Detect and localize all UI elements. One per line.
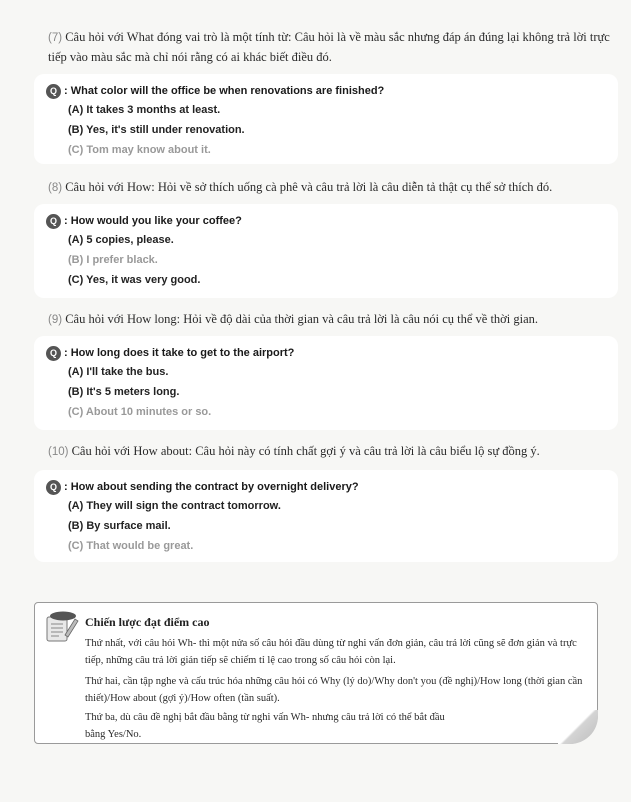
question-box-9 [34, 336, 618, 430]
section-number: (8) [48, 182, 63, 194]
tip-paragraph-3: Thứ ba, dù câu đề nghị bắt đầu bằng từ nghi vấn Wh- nhưng câu trả lời có thể bắt đầu bằng Yes/No. [85, 712, 445, 740]
q-badge-icon: Q [46, 480, 61, 495]
section-text: Câu hỏi với What đóng vai trò là một tính từ: Câu hỏi là về màu sắc nhưng đáp án đúng lại không trả lời trực tiếp vào màu sắc mà chỉ nói rằng có ai khác biết điều đó. [48, 30, 610, 64]
answer-c: (C) Yes, it was very good. [68, 274, 201, 286]
answer-a: (A) 5 copies, please. [68, 234, 174, 246]
q-badge-icon: Q [46, 346, 61, 361]
question-box-8 [34, 204, 618, 298]
section-heading-7 [48, 28, 618, 67]
question-line [46, 344, 608, 362]
section-heading-10 [48, 442, 618, 462]
question-line [46, 478, 608, 496]
question-line [46, 82, 608, 100]
answer-b-correct: (B) I prefer black. [68, 254, 158, 266]
question-box-7 [34, 74, 618, 164]
section-number: (7) [48, 32, 63, 44]
question-text: : How about sending the contract by overnight delivery? [64, 481, 359, 493]
tip-paragraph-2: Thứ hai, cần tập nghe và cấu trúc hóa những câu hỏi có Why (lý do)/Why don't you (đề nghị)/How long (thời gian cần thiết)/How about (gợi ý)/How often (tần suất). [85, 676, 583, 704]
tip-paragraph-1: Thứ nhất, với câu hỏi Wh- thì một nửa số câu hỏi đầu dùng từ nghi vấn đơn giản, câu trả lời cũng sẽ đơn giản và trực tiếp, những câu trả lời gián tiếp sẽ chiếm tỉ lệ cao trong số câu hỏi còn lại. [85, 638, 577, 666]
question-text: : How would you like your coffee? [64, 215, 242, 227]
section-heading-9 [48, 310, 618, 330]
section-text: Câu hỏi với How about: Câu hỏi này có tính chất gợi ý và câu trả lời là câu biểu lộ sự đồng ý. [71, 444, 540, 458]
answer-b: (B) It's 5 meters long. [68, 386, 180, 398]
strategy-tip-box [34, 602, 598, 744]
answer-b: (B) Yes, it's still under renovation. [68, 124, 245, 136]
answer-a: (A) They will sign the contract tomorrow. [68, 500, 281, 512]
answer-c-correct: (C) Tom may know about it. [68, 144, 211, 156]
tip-title: Chiến lược đạt điểm cao [85, 615, 210, 629]
section-text: Câu hỏi với How long: Hỏi về độ dài của thời gian và câu trả lời là câu nói cụ thể về thời gian. [65, 312, 539, 326]
answer-a: (A) I'll take the bus. [68, 366, 169, 378]
answer-a: (A) It takes 3 months at least. [68, 104, 221, 116]
answer-b: (B) By surface mail. [68, 520, 171, 532]
section-number: (9) [48, 314, 63, 326]
notepad-pencil-icon [43, 609, 79, 645]
section-heading-8 [48, 178, 618, 198]
answer-c-correct: (C) About 10 minutes or so. [68, 406, 212, 418]
question-text: : What color will the office be when renovations are finished? [64, 85, 385, 97]
answer-c-correct: (C) That would be great. [68, 540, 194, 552]
q-badge-icon: Q [46, 84, 61, 99]
question-line [46, 212, 608, 230]
question-text: : How long does it take to get to the airport? [64, 347, 295, 359]
q-badge-icon: Q [46, 214, 61, 229]
section-text: Câu hỏi với How: Hỏi về sở thích uống cà phê và câu trả lời là câu diễn tả thật cụ thể sở thích đó. [65, 180, 553, 194]
question-box-10 [34, 470, 618, 562]
page-curl-decoration [558, 710, 598, 744]
section-number: (10) [48, 446, 69, 458]
